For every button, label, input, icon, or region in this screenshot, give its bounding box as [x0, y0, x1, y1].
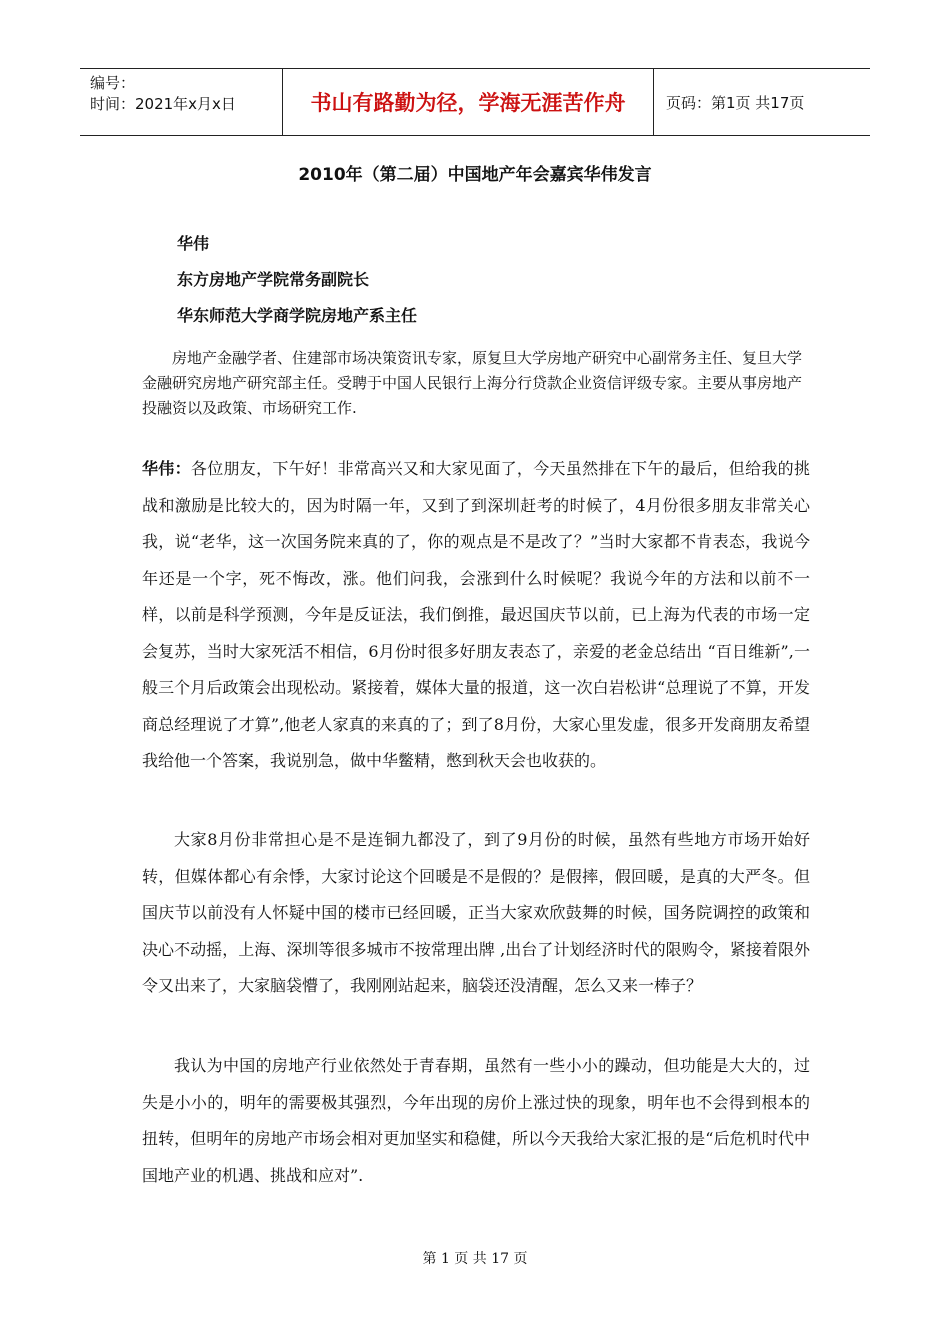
speech-paragraph-2: 大家8月份非常担心是不是连铜九都没了，到了9月份的时候，虽然有些地方市场开始好转，但媒体都心有余悸，大家讨论这个回暖是不是假的？是假摔，假回暖，是真的大严冬。但国庆节以前没有人怀疑中国的楼市已经回暖，正当大家欢欣鼓舞的时候，国务院调控的政策和决心不动摇，上海、深圳等很多城市不按常理出牌 ,出台了计划经济时代的限购令，紧接着限外令又出来了，大家脑袋懵了，我刚刚站起来，脑袋还没清醒，怎么又来一棒子？ — [142, 830, 810, 995]
speaker-role-1: 东方房地产学院常务副院长 — [177, 270, 370, 289]
header-number-label: 编号： — [90, 74, 136, 92]
header-time-label: 时间：2021年x月x日 — [90, 95, 236, 113]
document-title: 2010年（第二届）中国地产年会嘉宾华伟发言 — [298, 165, 652, 185]
speaker-bio: 房地产金融学者、住建部市场决策资讯专家，原复旦大学房地产研究中心副常务主任、复旦大学金融研究房地产研究部主任。受聘于中国人民银行上海分行贷款企业资信评级专家。主要从事房地产投融资以及政策、市场研究工作. — [142, 349, 803, 417]
page-footer: 第 1 页 共 17 页 — [422, 1251, 528, 1267]
speaker-name: 华伟 — [177, 234, 210, 253]
header-meta-cell — [80, 69, 282, 135]
speech-paragraph-3: 我认为中国的房地产行业依然处于青春期，虽然有一些小小的躁动，但功能是大大的，过失是小小的，明年的需要极其强烈，今年出现的房价上涨过快的现象，明年也不会得到根本的扭转，但明年的房地产市场会相对更加坚实和稳健，所以今天我给大家汇报的是“后危机时代中国地产业的机遇、挑战和应对”. — [142, 1056, 810, 1185]
speaker-info — [177, 232, 417, 340]
speech-paragraph-1 — [142, 451, 810, 780]
speech-paragraph-1-text: 各位朋友，下午好！非常高兴又和大家见面了，今天虽然排在下午的最后，但给我的挑战和激励是比较大的，因为时隔一年，又到了到深圳赶考的时候了，4月份很多朋友非常关心我，说“老华，这一次国务院来真的了，你的观点是不是改了？”当时大家都不肯表态，我说今年还是一个字，死不悔改，涨。他们问我，会涨到什么时候呢？我说今年的方法和以前不一样，以前是科学预测，今年是反证法，我们倒推，最迟国庆节以前，已上海为代表的市场一定会复苏，当时大家死活不相信，6月份时很多好朋友表态了，亲爱的老金总结出 “百日维新”,一般三个月后政策会出现松动。紧接着，媒体大量的报道，这一次白岩松讲“总理说了不算，开发商总经理说了才算”,他老人家真的来真的了；到了8月份，大家心里发虚，很多开发商朋友希望我给他一个答案，我说别急，做中华鳖精，憋到秋天会也收获的。 — [142, 459, 810, 770]
speaker-role-2: 华东师范大学商学院房地产系主任 — [177, 306, 418, 325]
speech-speaker-tag: 华伟： — [142, 459, 191, 478]
header-motto: 书山有路勤为径，学海无涯苦作舟 — [282, 69, 654, 135]
document-header — [80, 68, 870, 136]
header-page-info: 页码：第1页 共17页 — [666, 93, 805, 112]
